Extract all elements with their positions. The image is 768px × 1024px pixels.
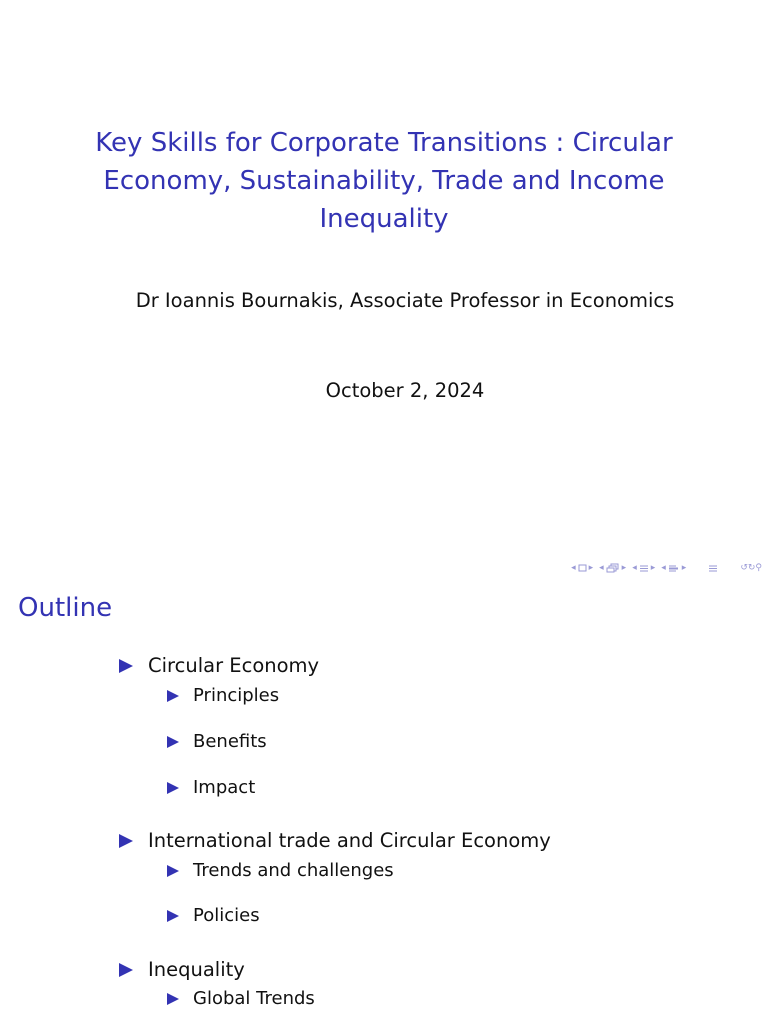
list-item	[119, 654, 319, 677]
nav-subsection-icon[interactable]	[606, 563, 620, 573]
bullet-triangle-icon	[119, 834, 133, 848]
nav-section-group-2[interactable]	[661, 563, 686, 573]
list-subitem	[167, 731, 267, 752]
frame-title: Outline	[18, 593, 113, 623]
list-subitem	[167, 777, 255, 798]
nav-right-arrow-icon[interactable]: ▸	[650, 563, 656, 573]
nav-left-arrow-icon[interactable]: ◂	[632, 563, 637, 573]
bullet-triangle-icon	[167, 993, 179, 1005]
list-subitem	[167, 685, 279, 706]
author-line: Dr Ioannis Bournakis, Associate Professor in Economics	[135, 289, 675, 312]
nav-frame-icon[interactable]	[578, 564, 587, 572]
list-subitem	[167, 988, 315, 1009]
nav-search-icon[interactable]: ↺↻⚲	[740, 563, 762, 573]
bullet-triangle-icon	[167, 736, 179, 748]
list-item-label: Impact	[193, 777, 256, 798]
list-item	[119, 829, 551, 852]
nav-left-arrow-icon[interactable]: ◂	[661, 563, 666, 573]
bullet-triangle-icon	[167, 865, 179, 877]
list-item	[119, 958, 245, 981]
bullet-triangle-icon	[167, 782, 179, 794]
list-item-label: Global Trends	[193, 988, 315, 1009]
list-item-label: International trade and Circular Economy	[148, 829, 551, 852]
nav-right-arrow-icon[interactable]: ▸	[588, 563, 594, 573]
presentation-title: Key Skills for Corporate Transitions : Circular Economy, Sustainability, Trade and Income Inequality	[95, 128, 673, 234]
bullet-triangle-icon	[119, 963, 133, 977]
nav-section-group[interactable]	[632, 563, 655, 573]
list-item-label: Principles	[193, 685, 280, 706]
nav-right-arrow-icon[interactable]: ▸	[621, 563, 627, 573]
list-item-label: Trends and challenges	[193, 860, 394, 881]
bullet-triangle-icon	[119, 659, 133, 673]
nav-frame-group[interactable]	[571, 563, 593, 573]
list-item-label: Circular Economy	[148, 654, 320, 677]
nav-document-icon[interactable]	[708, 564, 718, 573]
outline-slide	[0, 580, 768, 1024]
nav-section-icon[interactable]	[639, 564, 649, 573]
list-item-label: Benefits	[193, 731, 267, 752]
list-item-label: Inequality	[148, 958, 245, 981]
list-subitem	[167, 905, 260, 926]
nav-right-arrow-icon[interactable]: ▸	[681, 563, 687, 573]
beamer-navigation-bar	[571, 561, 762, 575]
list-item-label: Policies	[193, 905, 260, 926]
bullet-triangle-icon	[167, 690, 179, 702]
presentation-date: October 2, 2024	[325, 379, 485, 402]
nav-subsection-group[interactable]	[599, 563, 626, 573]
nav-section-icon-2[interactable]	[668, 564, 680, 573]
nav-left-arrow-icon[interactable]: ◂	[599, 563, 604, 573]
list-subitem	[167, 860, 394, 881]
bullet-triangle-icon	[167, 910, 179, 922]
nav-left-arrow-icon[interactable]: ◂	[571, 563, 576, 573]
